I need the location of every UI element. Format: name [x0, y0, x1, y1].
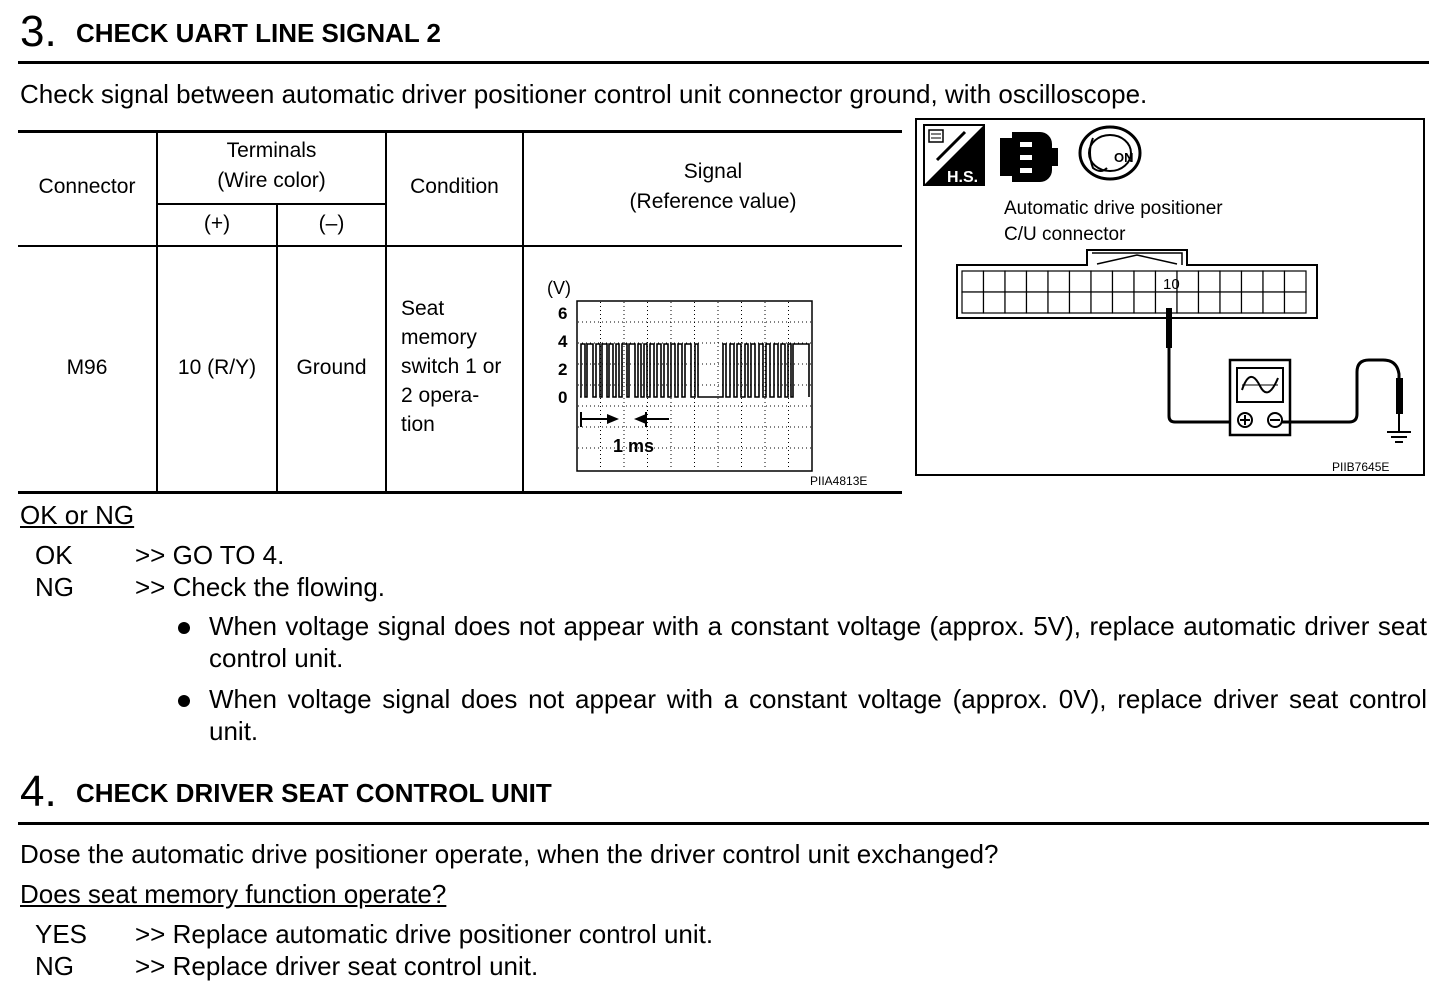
step3-rule: [18, 61, 1429, 64]
bullet-icon: [178, 695, 190, 707]
header-terminals: Terminals: [226, 139, 317, 162]
yes-action: >> Replace automatic drive positioner control unit.: [135, 919, 714, 949]
ng-label-step4: NG: [35, 951, 74, 981]
header-minus: (–): [318, 212, 345, 235]
cell-plus: 10 (R/Y): [177, 356, 257, 379]
harness-side-icon: [924, 125, 984, 186]
header-condition: Condition: [410, 175, 499, 198]
header-reference-value: (Reference value): [629, 190, 797, 213]
ng-bullet-text: When voltage signal does not appear with a constant voltage (approx. 0V), replace driver seat control unit.: [209, 684, 1427, 746]
cell-connector: M96: [66, 356, 108, 379]
ng-bullet-text: When voltage signal does not appear with a constant voltage (approx. 5V), replace automatic driver seat control unit.: [209, 611, 1427, 673]
step3-instruction: Check signal between automatic driver positioner control unit connector ground, with oscilloscope.: [20, 79, 1148, 109]
ignition-on-label: ON: [1114, 150, 1134, 165]
header-signal: Signal: [683, 160, 743, 183]
cell-condition-line5: tion: [401, 413, 435, 436]
header-connector: Connector: [38, 175, 136, 198]
connector-label-line2: C/U connector: [1004, 224, 1126, 245]
scope-signal-trace: [580, 344, 809, 397]
cell-condition-line3: switch 1 or: [401, 355, 502, 378]
step3-number: 3.: [20, 7, 57, 56]
ok-label: OK: [35, 540, 73, 570]
pin-10-label: 10: [1163, 276, 1180, 293]
scope-tick-0: 0: [558, 388, 568, 407]
ng-bullet-item: [178, 610, 1428, 674]
connector-diagram: [915, 118, 1425, 476]
diagram-figure-code: PIIB7645E: [1332, 460, 1390, 474]
ok-action: >> GO TO 4.: [135, 540, 285, 570]
yes-label: YES: [35, 919, 88, 949]
header-plus: (+): [203, 212, 231, 235]
oscilloscope-waveform: [523, 247, 901, 490]
scope-tick-4: 4: [558, 332, 568, 351]
step4-rule: [18, 822, 1429, 825]
bullet-icon: [178, 622, 190, 634]
step4-instruction: Dose the automatic drive positioner operate, when the driver control unit exchanged?: [20, 839, 999, 869]
cu-connector-housing: [957, 250, 1317, 318]
cell-condition-line4: 2 opera-: [401, 384, 480, 407]
step4-number: 4.: [20, 767, 57, 816]
ground-lead: [1282, 360, 1403, 432]
scope-figure-code: PIIA4813E: [810, 474, 868, 488]
oscilloscope-icon: [1230, 360, 1290, 435]
step4-title: CHECK DRIVER SEAT CONTROL UNIT: [76, 778, 552, 808]
ng-label: NG: [35, 572, 74, 602]
scope-unit-label: (V): [547, 278, 571, 298]
cell-minus: Ground: [296, 356, 367, 379]
step4-question: Does seat memory function operate?: [20, 879, 447, 909]
ignition-on-icon: [1080, 127, 1140, 179]
spec-table: [18, 130, 902, 496]
connector-label-line1: Automatic drive positioner: [1004, 198, 1223, 219]
ng-action-step4: >> Replace driver seat control unit.: [135, 951, 539, 981]
cell-condition-line1: Seat: [401, 297, 445, 320]
scope-tick-6: 6: [558, 304, 568, 323]
step3-title: CHECK UART LINE SIGNAL 2: [76, 18, 441, 48]
header-wire-color: (Wire color): [217, 169, 326, 192]
ok-or-ng-heading: OK or NG: [20, 500, 135, 530]
ng-bullet-item: [178, 683, 1428, 747]
ground-symbol-icon: [1387, 432, 1411, 442]
connector-icon: [1000, 132, 1058, 182]
time-scale-label: 1 ms: [613, 436, 655, 456]
scope-tick-2: 2: [558, 360, 568, 379]
cell-condition-line2: memory: [401, 326, 477, 349]
positive-probe: [1166, 308, 1233, 422]
ng-action: >> Check the flowing.: [135, 572, 386, 602]
hs-label: H.S.: [947, 169, 979, 186]
time-scale-marker: [581, 412, 669, 427]
